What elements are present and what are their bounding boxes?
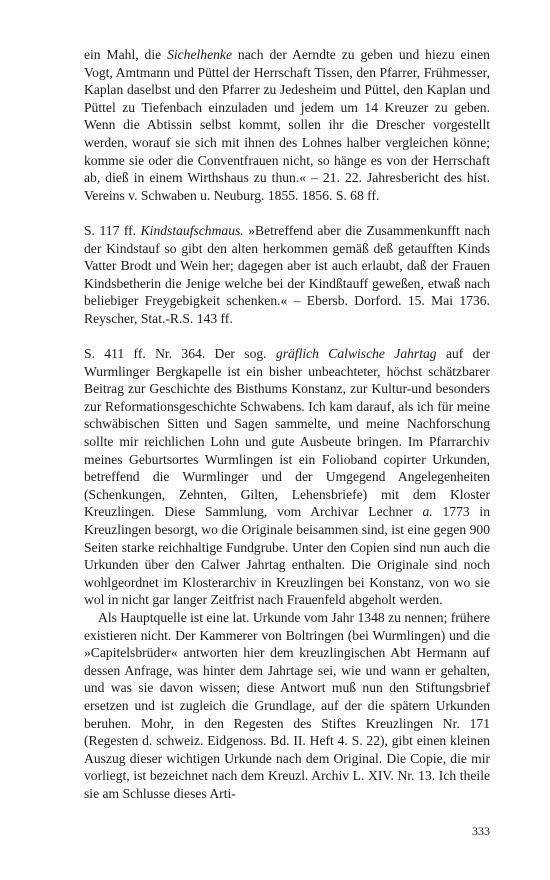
text-run: ein Mahl, die [84, 47, 168, 62]
emphasis-term: a. [422, 504, 433, 520]
text-run: S. 411 ff. Nr. 364. Der sog. [84, 346, 276, 362]
paragraph-gap [84, 328, 490, 346]
emphasis-term: Sichelhenke [167, 47, 232, 62]
text-run: nach der Aerndte zu geben und hiezu einen Vogt, Amtmann und Püttel der Herrschaft Tissen, den Pfarrer, Frühmesser, Kaplan daselbst und den Pfarrer zu Jedesheim und Püttel, den Kaplan und Püttel zu Tiefenbach einzuladen und jedem um 14 Kreuzer zu geben. Wenn die Abtissin selbst kommt, sollen ihr die Drescher vorgestellt werden, worauf sie sich mit ihnen des Lohnes halber vergleichen könne; komme sie oder die Conventfrauen nicht, so hänge es von der Herrschaft ab, dieß in einem Wirthshaus zu thun.« – 21. 22. Jahresbericht des hist. Vereins v. Schwaben u. Neuburg. 1855. 1856. S. 68 ff. [84, 47, 490, 203]
page-body [84, 46, 490, 803]
paragraph-sichelhenke [84, 46, 490, 204]
text-run: »Betreffend aber die Zusammenkunfft nach der Kindstauf so gibt den alten herkommen gemäß deß getaufften Kinds Vatter Brodt und Wein her; dagegen aber ist auch erlaubt, daß der Frauen Kindsbetherin die Jenige welche bei der Kindßtauff geweßen, etwaß nach beliebiger Freygebigkeit schenken.« – Ebersb. Dorford. 15. Mai 1736. Reyscher, Stat.-R.S. 143 ff. [84, 222, 491, 326]
paragraph-kindstaufschmaus [84, 222, 490, 328]
text-run: 1773 in Kreuzlingen besorgt, wo die Originale beisammen sind, ist eine gegen 900 Seiten starke reichhaltige Fundgrube. Unter den Copien sind nun auch die Urkunden über den Calwer Jahrtag enthalten. Die Originale sind noch wohlgeordnet im Klosterarchiv in Kreuzlingen bei Konstanz, von wo sie wol in nicht gar langer Zeitfrist nach Frauenfeld abgeholt werden. [84, 504, 490, 608]
paragraph-calwische-jahrtag [84, 345, 490, 609]
text-run: Als Hauptquelle ist eine lat. Urkunde vom Jahr 1348 zu nennen; frühere existieren nicht. Der Kammerer von Boltringen (bei Wurmlingen) und die »Capitelsbrüder« antworten hier dem kreuzlingischen Abt Hermann auf dessen Anfrage, was hinter dem Jahrtage sei, wie und wann er gehalten, und was sie davon wissen; diese Antwort muß nun den Stiftungsbrief ersetzen und ist zugleich die Grundlage, auf der die spätern Urkunden beruhen. Mohr, in den Regesten des Stiftes Kreuzlingen Nr. 171 (Regesten d. schweiz. Eidgenoss. Bd. II. Heft 4. S. 22), gibt einen kleinen Auszug dieser wichtigen Urkunde nach dem Original. Die Copie, die mir vorliegt, ist bezeichnet nach dem Kreuzl. Archiv L. XIV. Nr. 13. Ich theile sie am Schlusse dieses Arti- [84, 610, 490, 801]
page-number: 333 [472, 824, 490, 838]
text-run: auf der Wurmlinger Bergkapelle ist ein bisher unbeachteter, höchst schätzbarer Beitrag zur Geschichte des Bisthums Konstanz, zur Kultur-und besonders zur Reformationsgeschichte Schwabens. Ich kam darauf, als ich für meine schwäbischen Sitten und Sagen sammelte, und meine Nachforschung sollte mir reichlichen Lohn und gute Ausbeute bringen. Im Pfarrarchiv meines Geburtsortes Wurmlingen ist ein Folioband copirter Urkunden, betreffend die Wurmlinger und der Umgegend Angelegenheiten (Schenkungen, Zehnten, Gilten, Lehensbriefe) mit dem Kloster Kreuzlingen. Diese Sammlung, vom Archivar Lechner [84, 346, 491, 520]
paragraph-hauptquelle [84, 609, 490, 803]
emphasis-term: Kindstaufschmaus. [140, 222, 244, 238]
text-run: S. 117 ff. [84, 222, 141, 238]
paragraph-gap [84, 204, 490, 222]
emphasis-term: gräflich Calwische Jahrtag [275, 346, 437, 362]
